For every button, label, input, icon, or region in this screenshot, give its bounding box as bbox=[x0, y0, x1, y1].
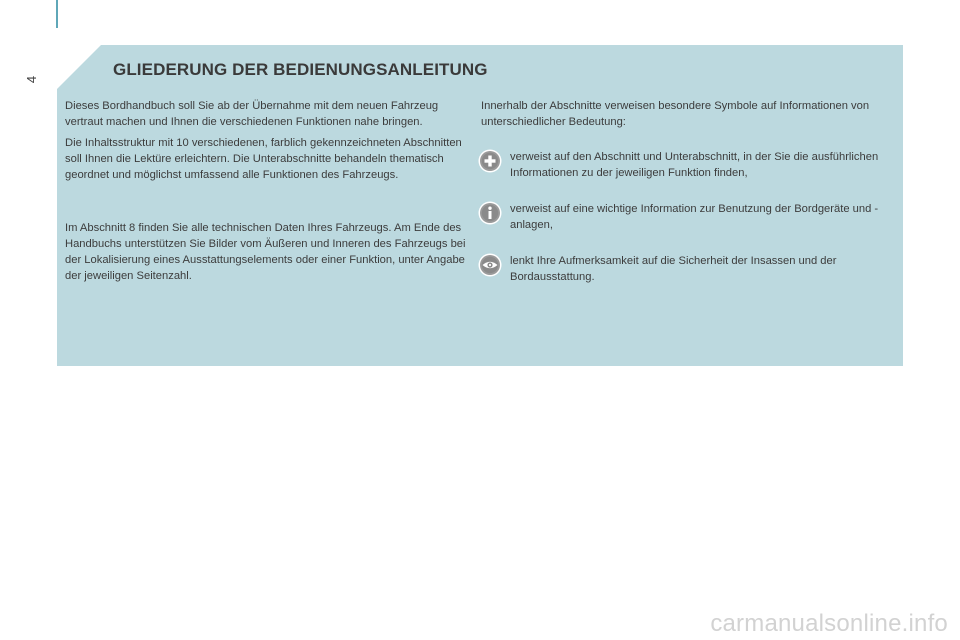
plus-icon bbox=[478, 149, 502, 173]
structure-paragraph: Die Inhaltsstruktur mit 10 verschiedenen, farblich gekennzeichneten Abschnitten soll Ihnen die Lektüre erleichtern. Die Unterabschnitte behandeln thematisch geordnet und möglichst umfassend alle Funktionen des Fahrzeugs. bbox=[65, 137, 462, 181]
symbol-text-reference: verweist auf den Abschnitt und Unterabschnitt, in der Sie die ausführlichen Informationen zu der jeweiligen Funktion finden, bbox=[510, 151, 879, 179]
symbol-text-safety: lenkt Ihre Aufmerksamkeit auf die Sicherheit der Insassen und der Bordausstattung. bbox=[510, 255, 837, 283]
eye-icon bbox=[478, 253, 502, 277]
symbol-text-information: verweist auf eine wichtige Information zur Benutzung der Bordgeräte und -anlagen, bbox=[510, 203, 879, 231]
left-column bbox=[65, 98, 470, 289]
symbols-intro-text: Innerhalb der Abschnitte verweisen besondere Symbole auf Informationen von unterschiedlicher Bedeutung: bbox=[481, 100, 870, 128]
margin-accent-bar bbox=[56, 0, 58, 28]
intro-paragraph: Dieses Bordhandbuch soll Sie ab der Übernahme mit dem neuen Fahrzeug vertraut machen und Ihnen die verschiedenen Funktionen nahe bringen. bbox=[65, 100, 439, 128]
symbols-intro bbox=[481, 98, 901, 135]
technical-data-paragraph: Im Abschnitt 8 finden Sie alle technischen Daten Ihres Fahrzeugs. Am Ende des Handbuchs unterstützen Sie Bilder vom Äußeren und Inneren des Fahrzeugs bei der Lokalisierung eines Ausstattungselements oder einer Funktion, unter Angabe der jeweiligen Seitenzahl. bbox=[65, 222, 466, 282]
watermark: carmanualsonline.info bbox=[710, 610, 948, 637]
page-number: 4 bbox=[24, 75, 40, 84]
section-title: GLIEDERUNG DER BEDIENUNGSANLEITUNG bbox=[113, 60, 488, 79]
info-icon bbox=[478, 201, 502, 225]
